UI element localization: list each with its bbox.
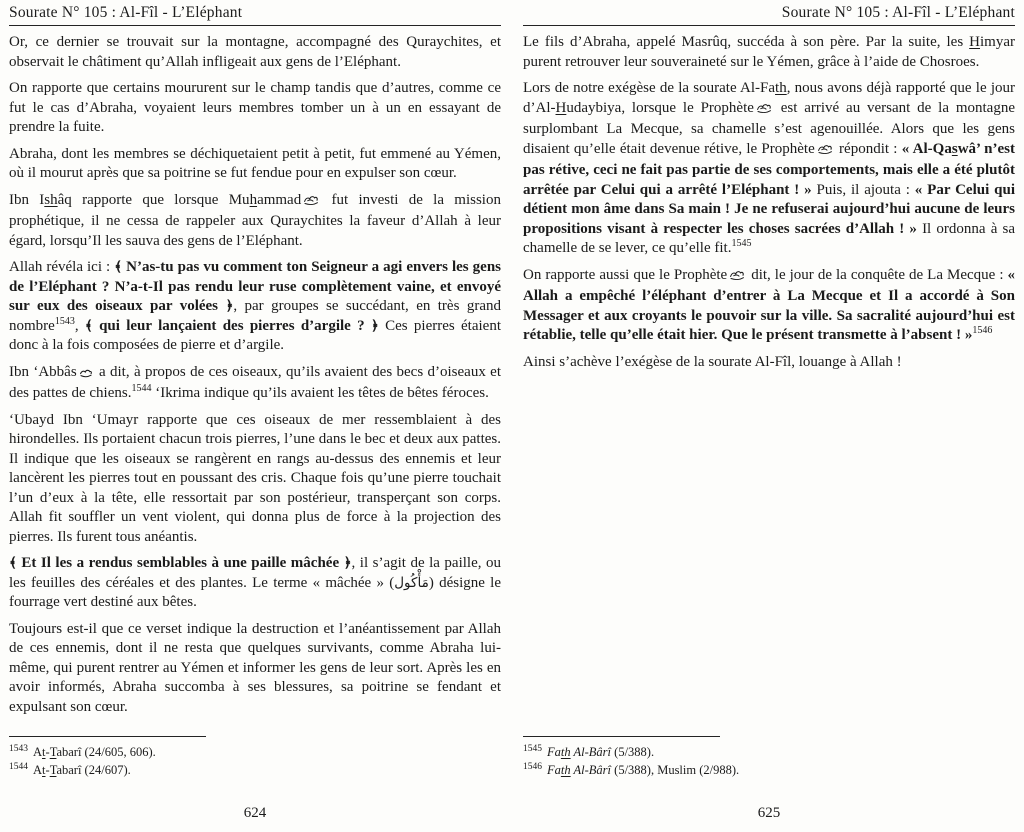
text-run: , <box>74 317 85 334</box>
footnote-number: 1543 <box>9 744 28 754</box>
text-run: « Allah a empêché l’éléphant d’entrer à La Mecque et Il a accordé à Son Messager et aux croyants le pouvoir sur la ville. Sa sacralité aujourd’hui est rétablie, telle qu’elle était hier. Que le présent transmette à l’absent ! » <box>523 266 1016 343</box>
text-run: « Par Celui qui détient mon âme dans Sa main ! Je ne refuserai aujourd’hui aucune de leurs propositions visant à respecter les choses sacrées d’Allah ! » <box>523 181 1015 237</box>
paragraph <box>9 33 501 72</box>
text-run: a dit, à propos de ces oiseaux, qu’ils avaient des becs d’oiseaux et des pattes de chiens. <box>9 363 501 401</box>
text-run: , il s’agit de la paille, ou les feuilles des céréales et des plantes. Le terme « mâchée » ( <box>9 555 501 591</box>
text-run: Abraha, dont les membres se déchiquetaient petit à petit, fut emmené au Yémen, où il mourut après que sa poitrine se fut fendue pour en expulser son cœur. <box>9 145 501 181</box>
paragraph <box>9 411 501 548</box>
text-run: dit, le jour de la conquête de La Mecque : <box>747 266 1008 283</box>
footnote-number: 1546 <box>523 762 542 773</box>
text-run: t <box>42 745 46 760</box>
text-run: H <box>969 34 980 50</box>
text-run: qui leur lançaient des pierres d’argile ? <box>92 317 371 334</box>
text-run: Et Il les a rendus semblables à une paille mâchée <box>16 555 344 571</box>
footnote <box>523 743 1015 761</box>
text-run: ) désigne le fourrage vert destiné aux bêtes. <box>9 574 502 610</box>
text-run: On rapporte aussi que le Prophète <box>523 266 728 283</box>
text-run: Puis, il ajouta : <box>811 181 915 198</box>
text-run: ﴾ <box>84 317 93 334</box>
text-run: th <box>775 80 787 96</box>
text-run: h <box>249 191 258 208</box>
page-right <box>523 4 1015 828</box>
footnote <box>9 761 501 779</box>
text-run: Le fils d’Abraha, appelé Masrûq, succéda à son père. Par la suite, les <box>523 34 970 50</box>
text-run: A <box>33 763 43 778</box>
paragraph <box>9 79 501 138</box>
paragraph <box>523 353 1015 373</box>
text-run: Fa <box>547 745 561 760</box>
text-run: ﴿ <box>225 298 234 314</box>
page-body <box>9 33 501 717</box>
text-run: مَأْكُول <box>394 574 429 591</box>
text-run: Ces pierres étaient donc à la fois composées de pierre et d’argile. <box>9 317 501 353</box>
text-run: On rapporte que certains moururent sur le champ tandis que d’autres, comme ce fut le cas d’Abraha, voyaient leurs membres tomber un à un en essayant de prendre la fuite. <box>9 80 501 135</box>
text-run: Al-Bârî <box>570 745 615 760</box>
text-run: Lors de notre exégèse de la sourate Al-Fa <box>523 80 776 96</box>
text-run: sh <box>44 191 58 208</box>
paragraph <box>9 363 501 404</box>
text-run: s <box>951 140 958 157</box>
page-header: Sourate N° 105 : Al-Fîl - L’Eléphant <box>523 4 1015 26</box>
text-run: abarî (24/607). <box>56 763 131 778</box>
text-run: th <box>560 763 571 778</box>
text-run: , par groupes se succédant, en très grand nombre <box>9 298 501 334</box>
text-run: Al-Bârî <box>570 763 615 778</box>
paragraph <box>9 258 501 356</box>
text-run: H <box>555 99 567 116</box>
text-run: ‘Ubayd Ibn ‘Umayr rapporte que ces oiseaux de mer ressemblaient à des hirondelles. Ils portaient chacun trois pierres, l’une dans le bec et deux aux pattes. Il indique que les oiseaux se rangèrent en rangs au-dessus des ennemis et leur lancèrent les pierres tout en poussant des cris. Chaque fois qu’une pierre touchait l’un d’eux à la tête, elle ressortait par son postérieur, transperçant son corps. Allah fit souffler un vent violent, qui donna plus de force à la projection des pierres. Ils furent tous anéantis. <box>9 411 501 545</box>
text-run: T <box>49 763 57 778</box>
text-run: ﴾ <box>9 555 17 571</box>
text-run: « Al-Qa <box>901 140 952 157</box>
footnote <box>9 743 501 761</box>
text-run: (5/388). <box>614 745 655 760</box>
honorific-saw-icon <box>817 142 833 162</box>
text-run: est arrivé au versant de la montagne surplombant La Mecque, sa chamelle s’est agenouillée. Alors que les gens disaient qu’elle était devenue rétive, le Prophète <box>523 99 1015 157</box>
honorific-ra-icon <box>79 365 93 385</box>
text-run: ‘Ikrima indique qu’ils avaient les têtes de bêtes féroces. <box>151 385 489 401</box>
paragraph <box>9 191 501 252</box>
paragraph <box>9 554 501 613</box>
text-run: Ibn ‘Abbâs <box>9 363 77 380</box>
text-run: 1544 <box>131 383 152 394</box>
paragraph <box>9 145 501 184</box>
text-run: Ibn I <box>9 191 45 208</box>
text-run: A <box>33 745 43 760</box>
text-run: (5/388), Muslim (2/988). <box>614 763 740 778</box>
page-body <box>523 33 1015 372</box>
text-run: , nous avons déjà rapporté que le jour d’Al- <box>523 80 1015 116</box>
text-run: Or, ce dernier se trouvait sur la montagne, accompagné des Quraychites, et observait le châtiment qu’Allah infligeait aux gens de l’Eléphant. <box>9 34 501 70</box>
page-number: 624 <box>243 805 267 821</box>
text-run: th <box>560 745 571 760</box>
honorific-saw-icon <box>756 101 772 121</box>
text-run: T <box>49 745 57 760</box>
text-run: wâ’ n’est pas rétive, ceci ne fait pas partie de ses comportements, mais elle a été plutôt arrêtée par Celui qui a arrêté l’Eléphant ! » <box>523 140 1015 198</box>
text-run: Fa <box>547 763 561 778</box>
paragraph <box>523 79 1015 259</box>
footnote-number: 1545 <box>523 744 542 754</box>
text-run: ﴿ <box>370 317 379 334</box>
footnote-list <box>523 743 1015 780</box>
footnote-number: 1544 <box>9 762 28 773</box>
text-run: 1546 <box>972 325 993 336</box>
text-run: ammad <box>257 191 302 208</box>
footnote-separator <box>523 736 720 737</box>
text-run: âq rapporte que lorsque Mu <box>57 191 250 208</box>
text-run: - <box>45 745 50 760</box>
text-run: N’as-tu pas vu comment ton Seigneur a agi envers les gens de l’Eléphant ? N’a-t-Il pas rendu leur ruse complètement vaine, et envoyé sur eux des oiseaux par volées <box>9 259 501 314</box>
text-run: 1543 <box>54 315 75 327</box>
footnotes-section <box>523 736 1015 780</box>
page-number: 625 <box>757 805 781 821</box>
paragraph <box>9 620 501 718</box>
text-run: abarî (24/605, 606). <box>56 745 156 760</box>
footnote-separator <box>9 736 206 737</box>
text-run: t <box>42 763 46 778</box>
text-run: ﴾ <box>114 259 123 275</box>
text-run: ﴿ <box>343 555 352 571</box>
text-run: répondit : <box>834 140 902 157</box>
page-left <box>9 4 501 828</box>
footnote-list <box>9 743 501 780</box>
honorific-saw-icon <box>303 193 319 213</box>
paragraph <box>523 266 1015 346</box>
text-run: Il ordonna à sa chamelle de se lever, ce qu’elle fit. <box>523 220 1016 256</box>
text-run: udaybiya, lorsque le Prophète <box>566 99 754 116</box>
page-header: Sourate N° 105 : Al-Fîl - L’Eléphant <box>9 4 501 26</box>
footnote <box>523 761 1015 779</box>
text-run: imyar purent retrouver leur souveraineté sur le Yémen, grâce à l’aide de Chosroes. <box>523 34 1015 70</box>
footnotes-section <box>9 736 501 780</box>
text-run: 1545 <box>731 238 752 249</box>
text-run: Allah révéla ici : <box>9 259 115 275</box>
text-run: fut investi de la mission prophétique, il ne cessa de rappeler aux Quraychites la faveur d’Allah à leur égard, lorsqu’Il les sauva des gens de l’Eléphant. <box>9 191 501 249</box>
text-run: Ainsi s’achève l’exégèse de la sourate Al-Fîl, louange à Allah ! <box>523 353 902 370</box>
text-run: Toujours est-il que ce verset indique la destruction et l’anéantissement par Allah de ces ennemis, dont il ne resta que quelques survivants, comme Abraha lui-même, qui purent rentrer au Yémen et informer les gens de leur sort. Après les en avoir informés, Abraha succomba à ses blessures, sa poitrine se fendant et expulsant son cœur. <box>9 620 501 715</box>
text-run: - <box>45 763 50 778</box>
honorific-saw-icon <box>729 268 745 288</box>
paragraph <box>523 33 1015 72</box>
